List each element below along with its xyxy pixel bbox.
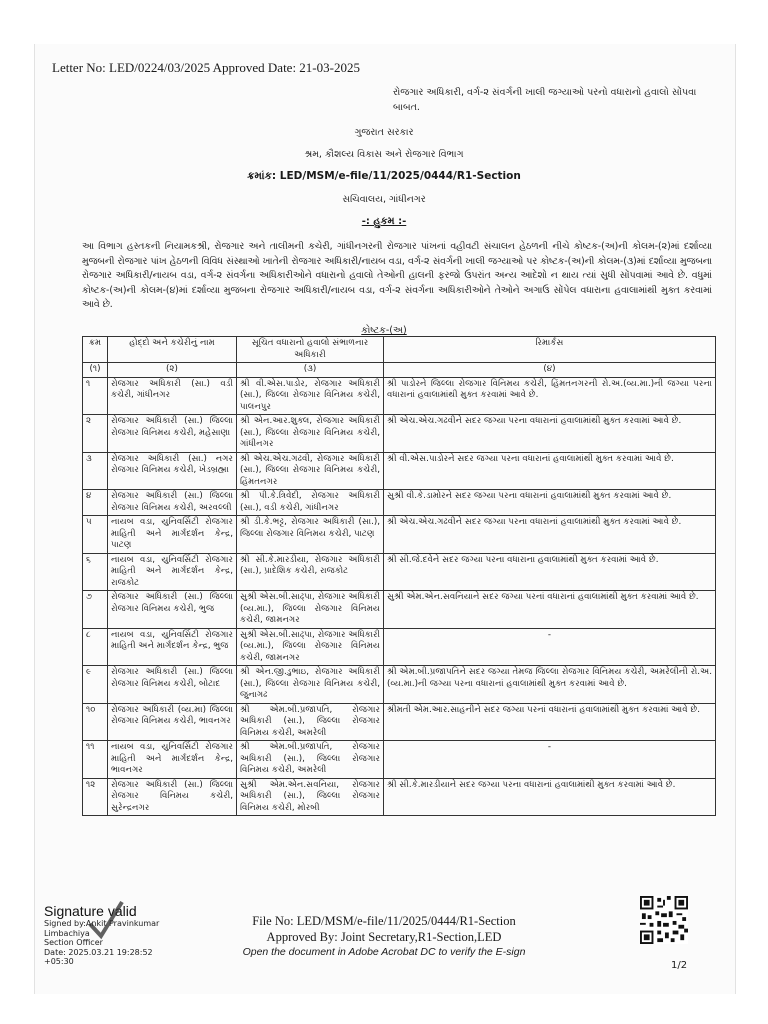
- table-row: [83, 490, 716, 516]
- allocation-table: [82, 336, 716, 816]
- table-row: [83, 741, 716, 779]
- cell-officer: સુશ્રી એસ.બી.સાઢ્પા, રોજગાર અધિકારી (વ્ય.મા.), જિલ્લા રોજગાર વિનિમય કચેરી, જામનગર: [237, 591, 384, 629]
- cell-post: રોજગાર અધિકારી (સા.) જિલ્લા રોજગાર વિનિમય કચેરી, બોટાદ: [108, 666, 237, 704]
- cell-officer: શ્રી એમ.બી.પ્રજાપતિ, રોજગાર અધિકારી (સા.), જિલ્લા રોજગાર વિનિમય કચેરી, અમરેલી: [237, 703, 384, 741]
- cell-post: નાયબ વડા, યુનિવર્સિટી રોજગાર માહિતી અને માર્ગદર્શન કેન્દ્ર, ભાવનગર: [108, 741, 237, 779]
- letter-number-line: Letter No: LED/0224/03/2025 Approved Date: 21-03-2025: [52, 60, 360, 75]
- cell-post: નાયબ વડા, યુનિવર્સિટી રોજગાર માહિતી અને માર્ગદર્શન કેન્દ્ર, પાટણ: [108, 516, 237, 554]
- col-number: (૨): [108, 363, 237, 378]
- cell-remarks: સુશ્રી વી.કે.ડામોરને સદર જગ્યા પરના વધારાનાં હવાલામાંથી મુક્ત કરવામાં આવે છે.: [384, 490, 716, 516]
- col-header-serial: ક્રમ: [83, 337, 108, 363]
- col-number: (૧): [83, 363, 108, 378]
- col-header-post: હોદ્દો અને કચેરીનું નામ: [108, 337, 237, 363]
- footer-approved-by: Approved By: Joint Secretary,R1-Section,LED: [266, 930, 502, 944]
- order-number: ક્રમાંક: LED/MSM/e-file/11/2025/0444/R1-Section: [247, 170, 521, 182]
- signature-designation: Section Officer: [44, 938, 103, 947]
- cell-serial: ૯: [83, 666, 108, 704]
- cell-officer: શ્રી સી.કે.મારડીયા, રોજગાર અધિકારી (સા.), પ્રાદેશિક કચેરી, રાજકોટ: [237, 553, 384, 591]
- table-row: [83, 516, 716, 554]
- cell-officer: શ્રી વી.એસ.પાડોર, રોજગાર અધિકારી (સા.), જિલ્લા રોજગાર વિનિમય કચેરી, પાલનપુર: [237, 377, 384, 415]
- signature-status: Signature valid: [44, 903, 137, 919]
- cell-remarks: શ્રી પાડોરને જિલ્લા રોજગાર વિનિમય કચેરી, હિંમતનગરની રો.અ.(વ્ય.મા.)ની જગ્યા પરના વધારાનાં હવાલામાંથી મુક્ત કરવામાં આવે છે.: [384, 377, 716, 415]
- footer-file-number: File No: LED/MSM/e-file/11/2025/0444/R1-Section: [252, 914, 516, 928]
- order-body: આ વિભાગ હસ્તકની નિયામકશ્રી, રોજગાર અને તાલીમની કચેરી, ગાંધીનગરની રોજગાર પાંખનાં વહીવટી સંચાલન હેઠળની નીચે કોષ્ટક-(અ)ની કોલમ-(૨)માં દર્શાવ્યા મુજબની રોજગાર પાંખ હેઠળની વિવિધ સંસ્થાઓ ખાતેની રોજગાર અધિકારી/નાયબ વડા, વર્ગ-૨ સંવર્ગની ખાલી જગ્યાઓ પર કોષ્ટક-(અ)ની કોલમ-(૩)માં દર્શાવ્યા મુજબના રોજગાર અધિકારી/નાયબ વડા, વર્ગ-૨ સંવર્ગના અધિકારીઓને વધારાનો હવાલો તેઓની હાલની ફરજો ઉપરાંત અન્ય આદેશો ન થાય ત્યાં સુધી સોંપવામાં આવે છે. વધુમાં કોષ્ટક-(અ)ની કોલમ-(૪)માં દર્શાવ્યા મુજબના રોજગાર અધિકારી/નાયબ વડા, વર્ગ-૨ સંવર્ગના અધિકારીઓને તેઓને અગાઉ સોંપેલ વધારાના હવાલામાંથી મુક્ત કરવામાં આવે છે.: [82, 241, 712, 310]
- cell-remarks: શ્રી સી.જે.દવેને સદર જગ્યા પરના વધારાના હવાલામાંથી મુક્ત કરવામાં આવે છે.: [384, 553, 716, 591]
- table-row: [83, 415, 716, 453]
- cell-remarks: -: [384, 741, 716, 779]
- cell-officer: શ્રી પી.કે.ત્રિવેદી, રોજગાર અધિકારી (સા.), વડી કચેરી, ગાંધીનગર: [237, 490, 384, 516]
- cell-serial: ૧: [83, 377, 108, 415]
- signature-signer-surname: Limbachiya: [44, 928, 90, 938]
- cell-remarks: -: [384, 628, 716, 666]
- cell-remarks: સુશ્રી એમ.એન.સવનિયાને સદર જગ્યા પરનાં વધારાનાં હવાલામાંથી મુક્ત કરવામાં આવે છે.: [384, 591, 716, 629]
- cell-post: રોજગાર અધિકારી (સા.) જિલ્લા રોજગાર વિનિમય કચેરી, ભુજ: [108, 591, 237, 629]
- order-heading: -: હુકમ :-: [361, 216, 407, 227]
- cell-remarks: શ્રી એચ.એચ.ગઢવીને સદર જગ્યા પરના વધારાનાં હવાલામાંથી મુક્ત કરવામાં આવે છે.: [384, 516, 716, 554]
- table-row: [83, 703, 716, 741]
- cell-remarks: શ્રી એચ.એચ.ગઢવીને સદર જગ્યા પરના વધારાનાં હવાલામાંથી મુક્ત કરવામાં આવે છે.: [384, 415, 716, 453]
- cell-officer: શ્રી એચ.એચ.ગઢવી, રોજગાર અધિકારી (સા.), જિલ્લા રોજગાર વિનિમય કચેરી, હિંમતનગર: [237, 452, 384, 490]
- cell-post: રોજગાર અધિકારી (સા.) જિલ્લા રોજગાર વિનિમય કચેરી, સુરેન્દ્રનગર: [108, 778, 237, 816]
- signature-date: Date: 2025.03.21 19:28:52: [44, 947, 153, 957]
- table-number-row: [83, 363, 716, 378]
- cell-officer: શ્રી એન.આર.શુક્લ, રોજગાર અધિકારી (સા.), જિલ્લા રોજગાર વિનિમય કચેરી, ગાંધીનગર: [237, 415, 384, 453]
- col-number: (૩): [237, 363, 384, 378]
- cell-serial: ૨: [83, 415, 108, 453]
- qr-code-icon[interactable]: [640, 896, 688, 944]
- government-name: ગુજરાત સરકાર: [354, 127, 414, 138]
- cell-remarks: શ્રી વી.એસ.પાડોરને સદર જગ્યા પરના વધારાનાં હવાલામાંથી મુક્ત કરવામાં આવે છે.: [384, 452, 716, 490]
- cell-serial: ૧૧: [83, 741, 108, 779]
- cell-serial: ૬: [83, 553, 108, 591]
- department-name: શ્રમ, કૌશલ્ય વિકાસ અને રોજગાર વિભાગ: [304, 149, 464, 160]
- cell-post: નાયબ વડા, યુનિવર્સિટી રોજગાર માહિતી અને માર્ગદર્શન કેન્દ્ર, રાજકોટ: [108, 553, 237, 591]
- cell-serial: ૧૦: [83, 703, 108, 741]
- cell-post: રોજગાર અધિકારી (સા.) જિલ્લા રોજગાર વિનિમય કચેરી, મહેસાણા: [108, 415, 237, 453]
- cell-serial: ૧૨: [83, 778, 108, 816]
- cell-post: રોજગાર અધિકારી (સા.) જિલ્લા રોજગાર વિનિમય કચેરી, અરવલ્લી: [108, 490, 237, 516]
- table-row: [83, 778, 716, 816]
- table-caption: કોષ્ટક-(અ): [361, 325, 407, 336]
- cell-post: રોજગાર અધિકારી (વ્ય.મા) જિલ્લા રોજગાર વિનિમય કચેરી, ભાવનગર: [108, 703, 237, 741]
- cell-post: નાયબ વડા, યુનિવર્સિટી રોજગાર માહિતી અને માર્ગદર્શન કેન્દ્ર, ભુજ: [108, 628, 237, 666]
- table-row: [83, 628, 716, 666]
- col-header-officer: સૂચિત વધારાનો હવાલો સંભાળનાર અધિકારી: [237, 337, 384, 363]
- col-header-remarks: રિમાર્કસ: [384, 337, 716, 363]
- cell-officer: શ્રી એન.જી.ડુભાઇ, રોજગાર અધિકારી (સા.), જિલ્લા રોજગાર વિનિમય કચેરી, જુનાગઢ: [237, 666, 384, 704]
- cell-serial: ૮: [83, 628, 108, 666]
- page-number: 1/2: [671, 960, 688, 971]
- subject-text: રોજગાર અધિકારી, વર્ગ-૨ સંવર્ગની ખાલી જગ્યાઓ પરનો વધારાનો હવાલો સોંપવા બાબત.: [393, 87, 697, 113]
- cell-officer: શ્રી એમ.બી.પ્રજાપતિ, રોજગાર અધિકારી (સા.), જિલ્લા રોજગાર વિનિમય કચેરી, અમરેલી: [237, 741, 384, 779]
- cell-officer: શ્રી ડી.કે.ભટ્ટ, રોજગાર અધિકારી (સા.), જિલ્લા રોજગાર વિનિમય કચેરી, પાટણ: [237, 516, 384, 554]
- cell-remarks: શ્રીમતી એમ.આર.સાહનીને સદર જગ્યા પરનાં વધારાનાં હવાલામાંથી મુક્ત કરવામાં આવે છે.: [384, 703, 716, 741]
- table-row: [83, 666, 716, 704]
- col-number: (૪): [384, 363, 716, 378]
- cell-serial: ૩: [83, 452, 108, 490]
- place-name: સચિવાલય, ગાંધીનગર: [342, 194, 426, 205]
- cell-remarks: શ્રી એમ.બી.પ્રજાપતિને સદર જગ્યા તેમજ જિલ્લા રોજગાર વિનિમય કચેરી, અમરેલીની રો.અ.(વ્ય.મા.)ની જગ્યા પરના વધારાનાં હવાલામાંથી મુક્ત કરવામાં આવે છે.: [384, 666, 716, 704]
- cell-serial: ૫: [83, 516, 108, 554]
- footer-esign-note: Open the document in Adobe Acrobat DC to verify the E-sign: [242, 946, 526, 958]
- cell-serial: ૪: [83, 490, 108, 516]
- signature-timezone: +05:30: [44, 957, 74, 966]
- table-header-row: [83, 337, 716, 363]
- cell-remarks: શ્રી સી.કે.મારડીયાને સદર જગ્યા પરના વધારાનાં હવાલામાંથી મુક્ત કરવામાં આવે છે.: [384, 778, 716, 816]
- table-row: [83, 591, 716, 629]
- signature-signer: Signed by:Ankit Pravinkumar: [44, 919, 160, 928]
- table-row: [83, 553, 716, 591]
- table-row: [83, 377, 716, 415]
- cell-officer: સુશ્રી એસ.બી.સાઢ્પા, રોજગાર અધિકારી (વ્ય.મા.), જિલ્લા રોજગાર વિનિમય કચેરી, જામનગર: [237, 628, 384, 666]
- cell-post: રોજગાર અધિકારી (સા.) નગર રોજગાર વિનિમય કચેરી, ખેડબ્રહ્મા: [108, 452, 237, 490]
- cell-officer: સુશ્રી એમ.એન.સવનિયા, રોજગાર અધિકારી (સા.), જિલ્લા રોજગાર વિનિમય કચેરી, મોરબી: [237, 778, 384, 816]
- cell-serial: ૭: [83, 591, 108, 629]
- table-row: [83, 452, 716, 490]
- cell-post: રોજગાર અધિકારી (સા.) વડી કચેરી, ગાંધીનગર: [108, 377, 237, 415]
